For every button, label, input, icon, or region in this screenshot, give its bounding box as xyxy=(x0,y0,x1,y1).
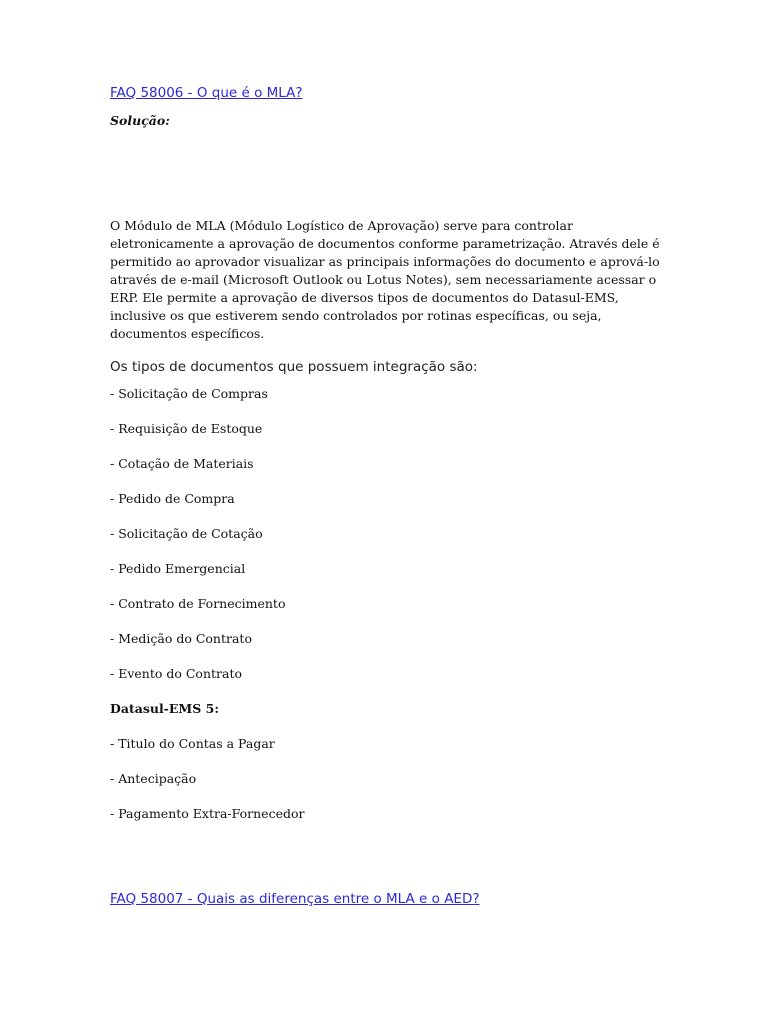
types-heading: Os tipos de documentos que possuem integração são: xyxy=(110,359,478,375)
doc-type-item: - Requisição de Estoque xyxy=(110,421,263,436)
doc-type-item: - Pedido Emergencial xyxy=(110,561,246,576)
doc-type-item: - Evento do Contrato xyxy=(110,666,242,681)
ems5-heading: Datasul-EMS 5: xyxy=(110,701,219,716)
doc-type-item: - Contrato de Fornecimento xyxy=(110,596,286,611)
solucao-label: Solução: xyxy=(110,113,170,128)
intro-line: permitido ao aprovador visualizar as principais informações do documento e aprová-lo xyxy=(110,254,660,269)
doc-type-item: - Cotação de Materiais xyxy=(110,456,254,471)
faq-58007-link[interactable]: FAQ 58007 - Quais as diferenças entre o MLA e o AED? xyxy=(110,891,480,907)
intro-line: eletronicamente a aprovação de documentos conforme parametrização. Através dele é xyxy=(110,236,660,251)
intro-line: ERP. Ele permite a aprovação de diversos tipos de documentos do Datasul-EMS, xyxy=(110,290,619,305)
intro-line: O Módulo de MLA (Módulo Logístico de Aprovação) serve para controlar xyxy=(110,218,573,233)
doc-type-item: - Pedido de Compra xyxy=(110,491,235,506)
faq-58006-link[interactable]: FAQ 58006 - O que é o MLA? xyxy=(110,85,303,101)
doc-type-item: - Solicitação de Cotação xyxy=(110,526,263,541)
doc-type-item: - Medição do Contrato xyxy=(110,631,252,646)
intro-paragraph xyxy=(110,217,670,343)
intro-line: através de e-mail (Microsoft Outlook ou Lotus Notes), sem necessariamente acessar o xyxy=(110,272,657,287)
ems5-type-item: - Antecipação xyxy=(110,771,197,786)
intro-line: inclusive os que estiverem sendo controlados por rotinas específicas, ou seja, xyxy=(110,308,602,323)
intro-line: documentos específicos. xyxy=(110,326,265,341)
doc-type-item: - Solicitação de Compras xyxy=(110,386,268,401)
ems5-type-item: - Titulo do Contas a Pagar xyxy=(110,736,275,751)
ems5-type-item: - Pagamento Extra-Fornecedor xyxy=(110,806,305,821)
